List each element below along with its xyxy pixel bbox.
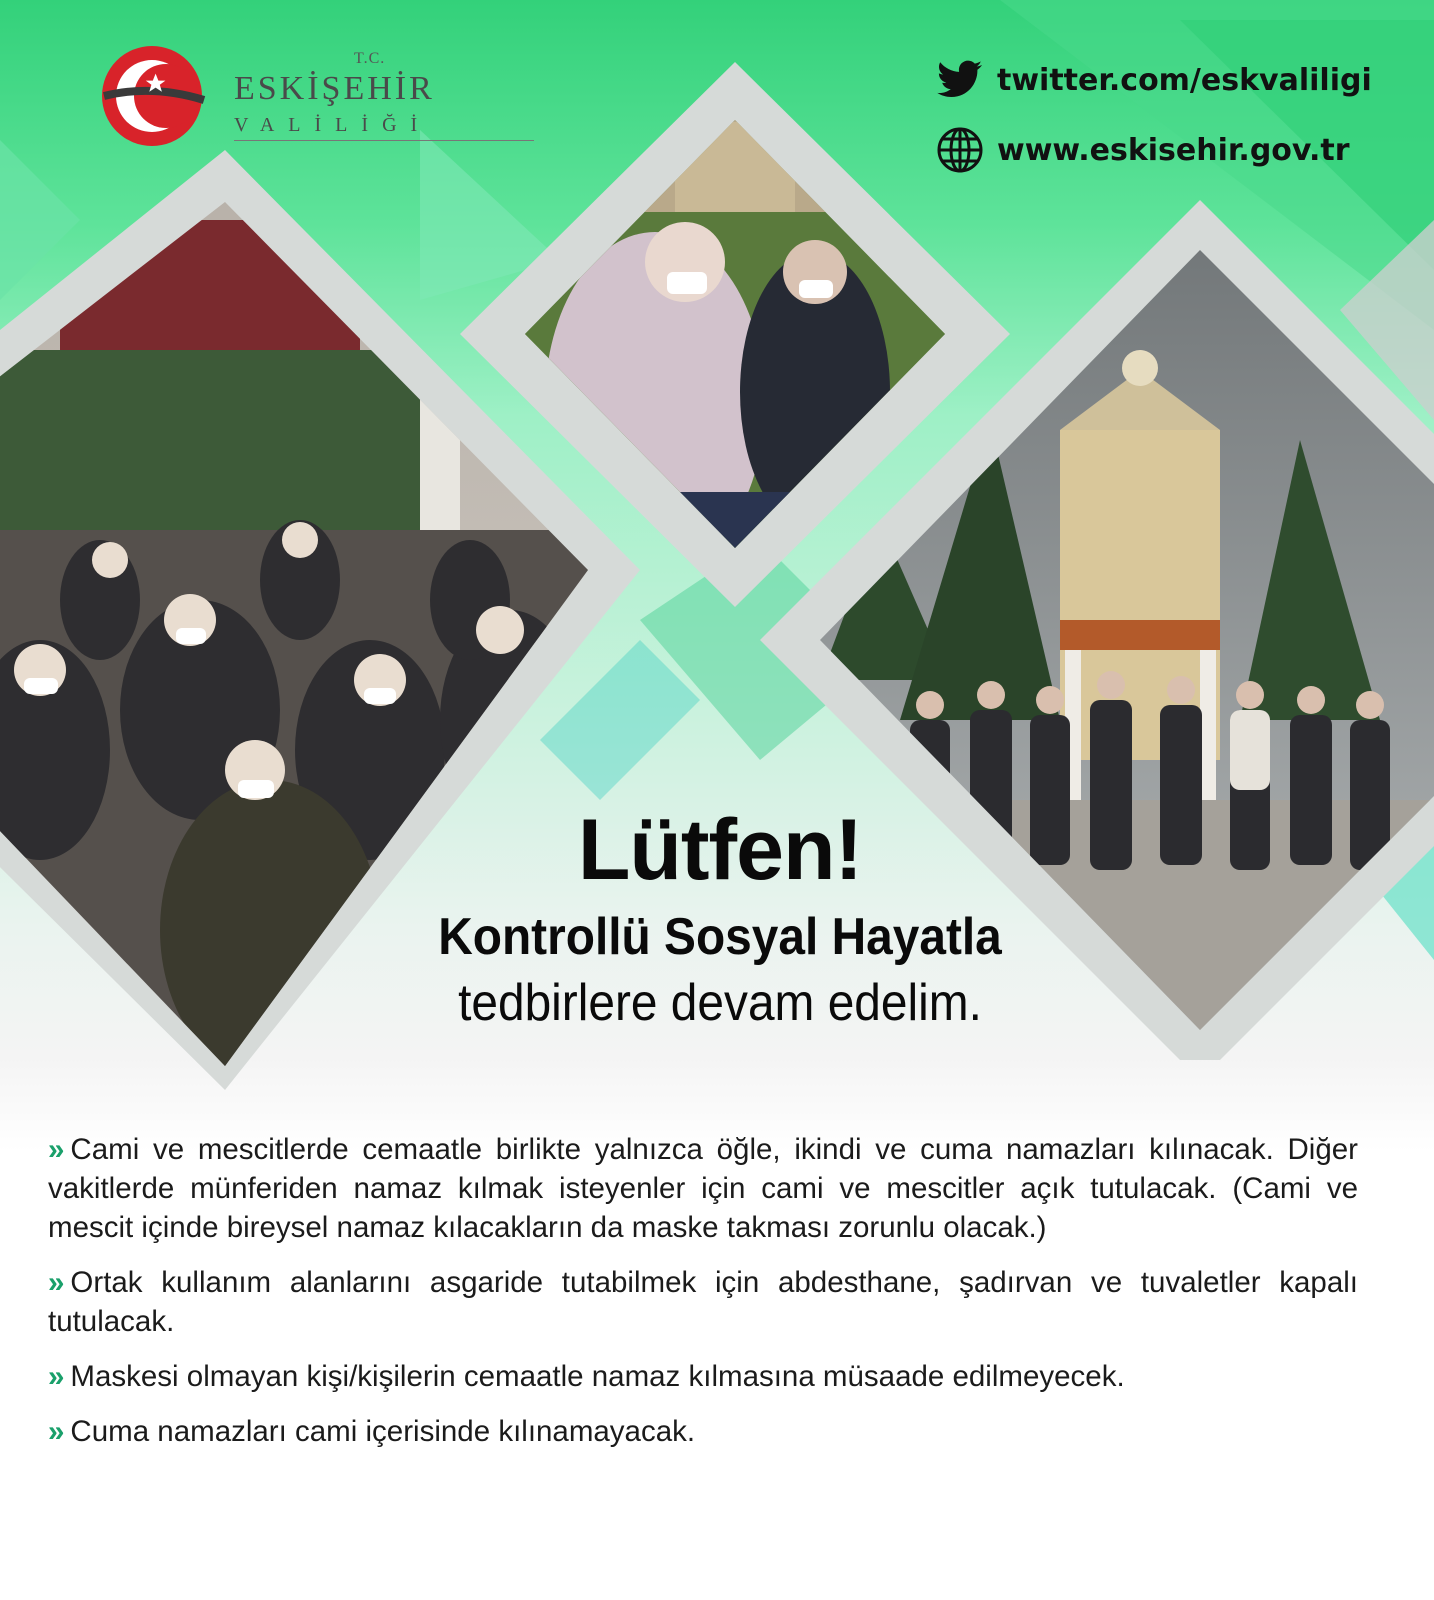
globe-icon: [935, 125, 985, 175]
logo-underline: [234, 140, 534, 141]
twitter-link[interactable]: [935, 55, 1372, 105]
bullet-marker: »: [48, 1266, 65, 1299]
bullet-marker: »: [48, 1415, 65, 1448]
logo-city-name: ESKİŞEHİR: [234, 70, 435, 107]
rule-item: [48, 1412, 1358, 1451]
headline: [330, 800, 1110, 1036]
bullet-marker: »: [48, 1360, 65, 1393]
twitter-url: twitter.com/eskvaliligi: [997, 62, 1372, 98]
bullet-marker: »: [48, 1133, 65, 1166]
website-link[interactable]: [935, 125, 1350, 175]
headline-title: Lütfen!: [577, 802, 863, 898]
website-url: www.eskisehir.gov.tr: [997, 132, 1350, 168]
rule-text: Cuma namazları cami içerisinde kılınamayacak.: [70, 1415, 696, 1448]
rule-item: [48, 1130, 1358, 1247]
rule-text: Ortak kullanım alanlarını asgaride tutabilmek için abdesthane, şadırvan ve tuvaletler kapalı tutulacak.: [48, 1266, 1358, 1338]
eskisehir-valiligi-logo: [92, 34, 452, 154]
rule-text: Maskesi olmayan kişi/kişilerin cemaatle namaz kılmasına müsaade edilmeyecek.: [70, 1360, 1125, 1393]
rule-text: Cami ve mescitlerde cemaatle birlikte yalnızca öğle, ikindi ve cuma namazları kılınacak. Diğer vakitlerde münferiden namaz kılmak isteyenler için cami ve mescitler açık tutulacak. (Cami ve mescit içinde bireysel namaz kılacakların da maske takması zorunlu olacak.): [48, 1133, 1358, 1244]
logo-tc-text: T.C.: [354, 50, 386, 67]
headline-subtitle: Kontrollü Sosyal Hayatla: [438, 908, 1002, 966]
rule-item: [48, 1263, 1358, 1341]
rule-item: [48, 1357, 1358, 1396]
headline-tagline: tedbirlere devam edelim.: [458, 974, 982, 1032]
twitter-bird-icon: [935, 55, 985, 105]
logo-subtitle: VALİLİĞİ: [234, 114, 432, 136]
rules-list: [48, 1130, 1358, 1467]
governorship-emblem-icon: [92, 34, 212, 154]
